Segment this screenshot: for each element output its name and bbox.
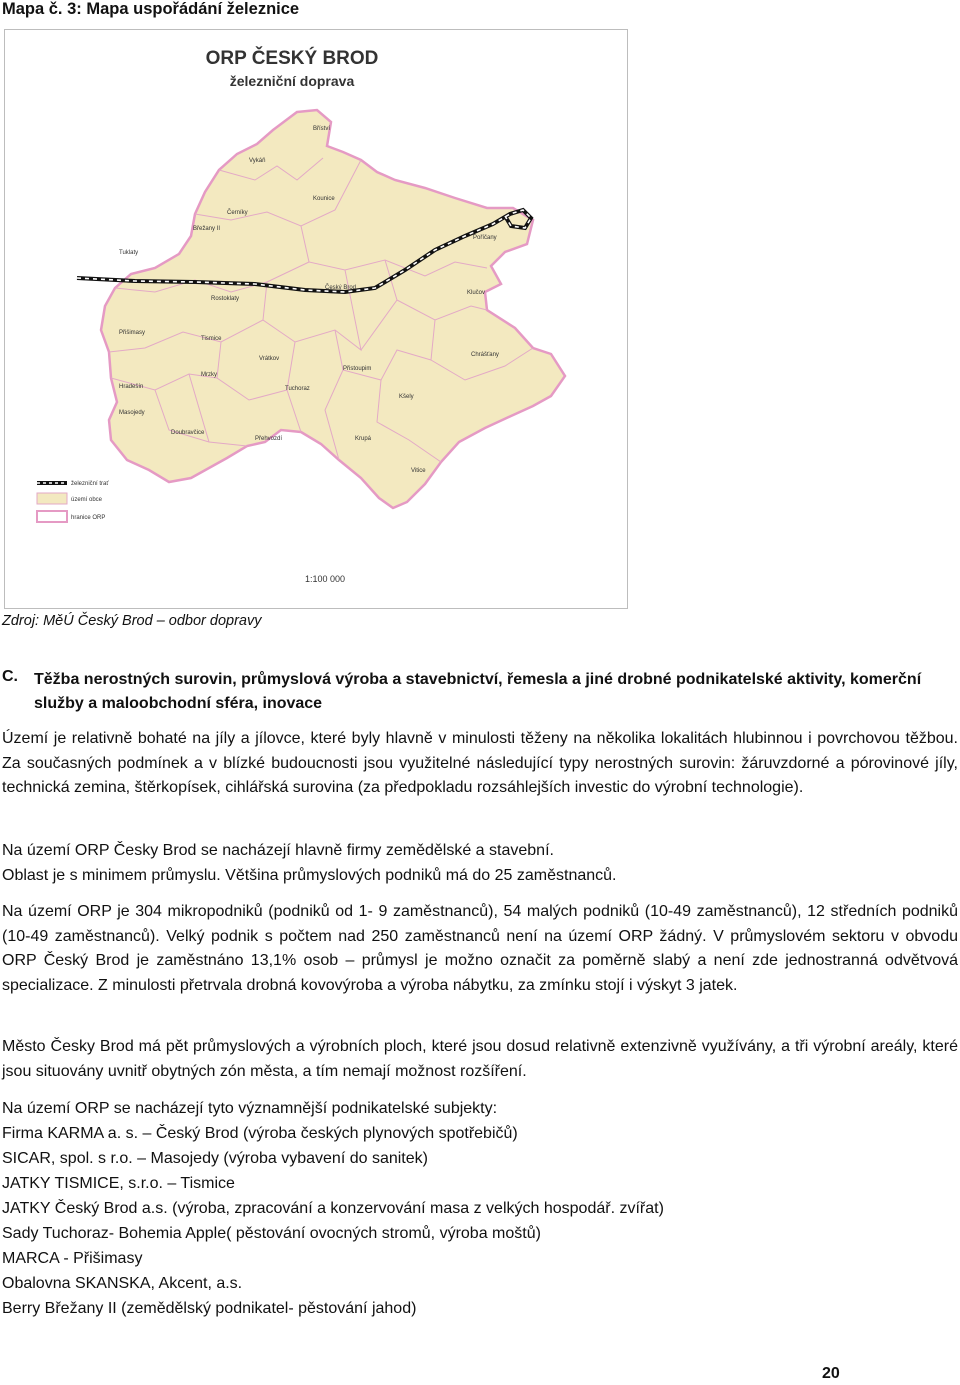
railway-map bbox=[4, 29, 628, 609]
map-caption: Mapa č. 3: Mapa uspořádání železnice bbox=[2, 0, 300, 18]
place-label: Vykáň bbox=[249, 158, 266, 164]
place-label: Tuklaty bbox=[119, 250, 139, 256]
company-item: MARCA - Přišimasy bbox=[2, 1250, 143, 1267]
place-label: Český Brod bbox=[325, 285, 357, 291]
map-scale: 1:100 000 bbox=[304, 574, 346, 584]
place-label: Přišimasy bbox=[119, 330, 146, 336]
place-label: Bříství bbox=[313, 126, 331, 132]
place-label: Hradešín bbox=[119, 384, 144, 390]
place-label: Masojedy bbox=[119, 410, 145, 416]
place-label: Vrátkov bbox=[259, 356, 280, 362]
place-label: Břežany II bbox=[193, 226, 221, 232]
place-label: Černíky bbox=[227, 210, 248, 216]
paragraph-industrial-areas: Město Česky Brod má pět průmyslových a výrobních ploch, které jsou dosud relativně extenzivně využívány, a tři výrobní areály, které jsou situovány uvnitř obytných zón města, a tím nemají možnost rozšíření. bbox=[2, 1038, 958, 1080]
place-label: Poříčany bbox=[473, 235, 497, 241]
place-label: Kšely bbox=[399, 394, 414, 400]
map-subtitle: železniční doprava bbox=[229, 73, 355, 89]
place-label: Vitice bbox=[411, 468, 426, 474]
place-label: Chrášťany bbox=[471, 352, 499, 358]
place-label: Přistoupim bbox=[343, 366, 372, 372]
paragraph-enterprises: Na území ORP je 304 mikropodniků (podniků od 1- 9 zaměstnanců), 54 malých podniků (10-49 zaměstnanců), 12 středních podniků (10-49 zaměstnanců). Velký podnik s počtem nad 250 zaměstnanců není na území ORP žádný. V průmyslovém sektoru v obvodu ORP Český Brod je zaměstnáno 13,1% osob – průmysl je možno označit za poměrně slabý a není zde jednostranná odvětvová specializace. Z minulosti přetrvala drobná kovovýroba a výroba nábytku, za zmínku stojí i výskyt 3 jatek. bbox=[2, 903, 958, 994]
company-item: JATKY Český Brod a.s. (výroba, zpracování a konzervování masa z velkých hospodář. zvířat) bbox=[2, 1200, 664, 1217]
companies-intro: Na území ORP se nacházejí tyto významnější podnikatelské subjekty: bbox=[2, 1100, 498, 1117]
section-title: Těžba nerostných surovin, průmyslová výroba a stavebnictví, řemesla a jiné drobné podnikatelské aktivity, komerční služby a maloobchodní sféra, inovace bbox=[34, 671, 922, 712]
place-label: Přehvozdí bbox=[255, 436, 283, 442]
place-label: Klučov bbox=[467, 290, 486, 296]
map-title-block bbox=[206, 47, 379, 89]
legend-label: území obce bbox=[71, 497, 103, 503]
company-item: Obalovna SKANSKA, Akcent, a.s. bbox=[2, 1275, 243, 1292]
section-letter: C. bbox=[2, 668, 18, 685]
place-label: Rostoklaty bbox=[211, 296, 240, 302]
paragraph-raw-materials: Území je relativně bohaté na jíly a jílovce, které byly hlavně v minulosti těženy na několika lokalitách hlubinnou i povrchovou těžbou. Za současných podmínek a v blízké budoucnosti jsou využitelné následující typy nerostných surovin: žáruvzdorné a pórovinové jíly, technická zemina, štěrkopísek, cihlářská surovina (za předpokladu rozsáhlejších investic do výrobní technologie). bbox=[2, 730, 958, 797]
paragraph-industry-minimum: Oblast je s minimem průmyslu. Většina průmyslových podniků má do 25 zaměstnanců. bbox=[2, 867, 617, 884]
railway-map-svg bbox=[5, 30, 627, 608]
company-item: Berry Břežany II (zemědělský podnikatel- pěstování jahod) bbox=[2, 1300, 417, 1317]
legend-label: železniční trať bbox=[71, 481, 109, 487]
map-source: Zdroj: MěÚ Český Brod – odbor dopravy bbox=[2, 613, 262, 629]
company-item: JATKY TISMICE, s.r.o. – Tismice bbox=[2, 1175, 235, 1192]
company-item: Sady Tuchoraz- Bohemia Apple( pěstování ovocných stromů, výroba moštů) bbox=[2, 1225, 541, 1242]
map-title: ORP ČESKÝ BROD bbox=[205, 48, 379, 69]
place-label: Mrzky bbox=[201, 372, 217, 378]
page-number: 20 bbox=[822, 1365, 840, 1382]
paragraph-firms: Na území ORP Česky Brod se nacházejí hlavně firmy zemědělské a stavební. bbox=[2, 842, 554, 859]
place-label: Kounice bbox=[313, 196, 335, 202]
company-item: SICAR, spol. s r.o. – Masojedy (výroba vybavení do sanitek) bbox=[2, 1150, 428, 1167]
legend-label: hranice ORP bbox=[71, 515, 106, 521]
place-label: Krupá bbox=[355, 436, 372, 442]
place-label: Tuchoraz bbox=[285, 386, 310, 392]
place-label: Doubravčice bbox=[171, 430, 205, 436]
place-label: Tismice bbox=[201, 336, 222, 342]
company-item: Firma KARMA a. s. – Český Brod (výroba českých plynových spotřebičů) bbox=[2, 1125, 518, 1142]
